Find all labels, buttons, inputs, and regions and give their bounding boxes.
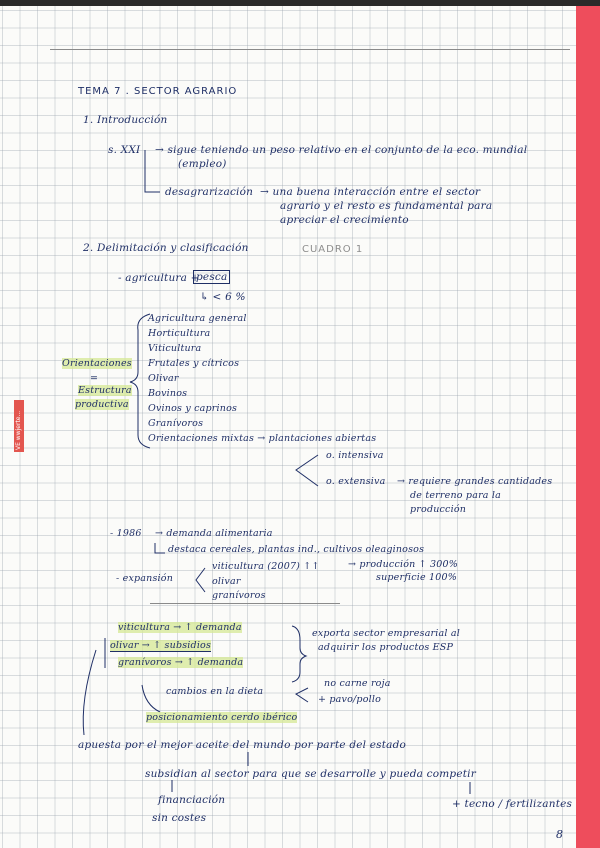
cuadro-reference: CUADRO 1 <box>302 244 364 255</box>
list-item: Horticultura <box>148 328 211 339</box>
apuesta-aceite: apuesta por el mejor aceite del mundo por parte del estado <box>78 739 407 751</box>
intensiva: o. intensiva <box>326 450 384 461</box>
notebook-page <box>0 6 600 848</box>
list-item: Viticultura <box>148 343 202 354</box>
s1-desagrarizacion: desagrarización <box>165 186 254 198</box>
list-item: Frutales y cítricos <box>148 358 240 369</box>
exporta-line-2: adquirir los productos ESP <box>318 642 454 653</box>
list-item: Granívoros <box>148 418 204 429</box>
agricultura-prefix: - agricultura + <box>118 272 200 284</box>
exp-granivoros: granívoros <box>212 590 266 601</box>
olivar-subsidios: olivar → ↑ subsidios <box>110 640 212 651</box>
orientaciones-label-3: Estructura <box>78 385 132 396</box>
section-2-heading: 2. Delimitación y clasificación <box>83 242 249 254</box>
exp-produccion: → producción ↑ 300% <box>348 559 458 570</box>
destaca-cereales: destaca cereales, plantas ind., cultivos oleaginosos <box>168 544 425 555</box>
list-item: Agricultura general <box>148 313 247 324</box>
expansion: - expansión <box>116 573 174 584</box>
page-number: 8 <box>556 828 563 841</box>
demanda-alimentaria: → demanda alimentaria <box>155 528 273 539</box>
s1-peso: → sigue teniendo un peso relativo en el conjunto de la eco. mundial <box>155 144 528 156</box>
orientaciones-label-2: = <box>90 373 99 384</box>
financiacion: financiación <box>158 794 226 806</box>
separator-rule <box>150 603 340 604</box>
exp-olivar: olivar <box>212 576 241 587</box>
no-carne-roja: no carne roja <box>324 678 391 689</box>
s1-desagrar-line-3: apreciar el crecimiento <box>280 214 409 226</box>
extensiva-note-2: de terreno para la <box>410 490 501 501</box>
granivoros-demanda: granívoros → ↑ demanda <box>118 657 244 668</box>
viticultura-demanda: viticultura → ↑ demanda <box>118 622 242 633</box>
list-item: Orientaciones mixtas → plantaciones abiertas <box>148 433 377 444</box>
tecno-fertilizantes: + tecno / fertilizantes <box>452 798 573 810</box>
posicionamiento-cerdo: posicionamiento cerdo ibérico <box>146 712 298 723</box>
orientaciones-label-1: Orientaciones <box>62 358 132 369</box>
page-title: TEMA 7 . SECTOR AGRARIO <box>78 86 238 97</box>
extensiva-note-3: producción <box>410 504 467 515</box>
s1-desagrar-line-2: agrario y el resto es fundamental para <box>280 200 493 212</box>
s1-desagrar-line-1: → una buena interacción entre el sector <box>260 186 481 198</box>
cambios-dieta: cambios en la dieta <box>166 686 264 697</box>
extensiva-note-1: → requiere grandes cantidades <box>397 476 553 487</box>
list-item: Ovinos y caprinos <box>148 403 238 414</box>
sticker-label <box>14 400 24 452</box>
orientaciones-label-4: productiva <box>75 399 129 410</box>
s1-empleo: (empleo) <box>178 158 227 170</box>
s1-century: s. XXI <box>108 144 141 156</box>
exp-viticultura: viticultura (2007) ↑↑ <box>212 561 320 572</box>
exp-superficie: superficie 100% <box>376 572 457 583</box>
pavo-pollo: + pavo/pollo <box>318 694 382 705</box>
list-item: Olivar <box>148 373 179 384</box>
margin-strip <box>576 6 600 848</box>
extensiva: o. extensiva <box>326 476 386 487</box>
sticker-label-text: VE wwjerte... <box>15 410 22 450</box>
sin-costes: sin costes <box>152 812 207 824</box>
agricultura-share: ↳ < 6 % <box>200 291 246 303</box>
list-item: Bovinos <box>148 388 188 399</box>
top-rule <box>50 49 570 50</box>
section-1-heading: 1. Introducción <box>83 114 168 126</box>
subsidian-sector: subsidian al sector para que se desarrolle y pueda competir <box>145 768 476 780</box>
exporta-line-1: exporta sector empresarial al <box>312 628 460 639</box>
year-1986: - 1986 <box>110 528 142 539</box>
pesca-boxed: pesca <box>193 270 230 284</box>
